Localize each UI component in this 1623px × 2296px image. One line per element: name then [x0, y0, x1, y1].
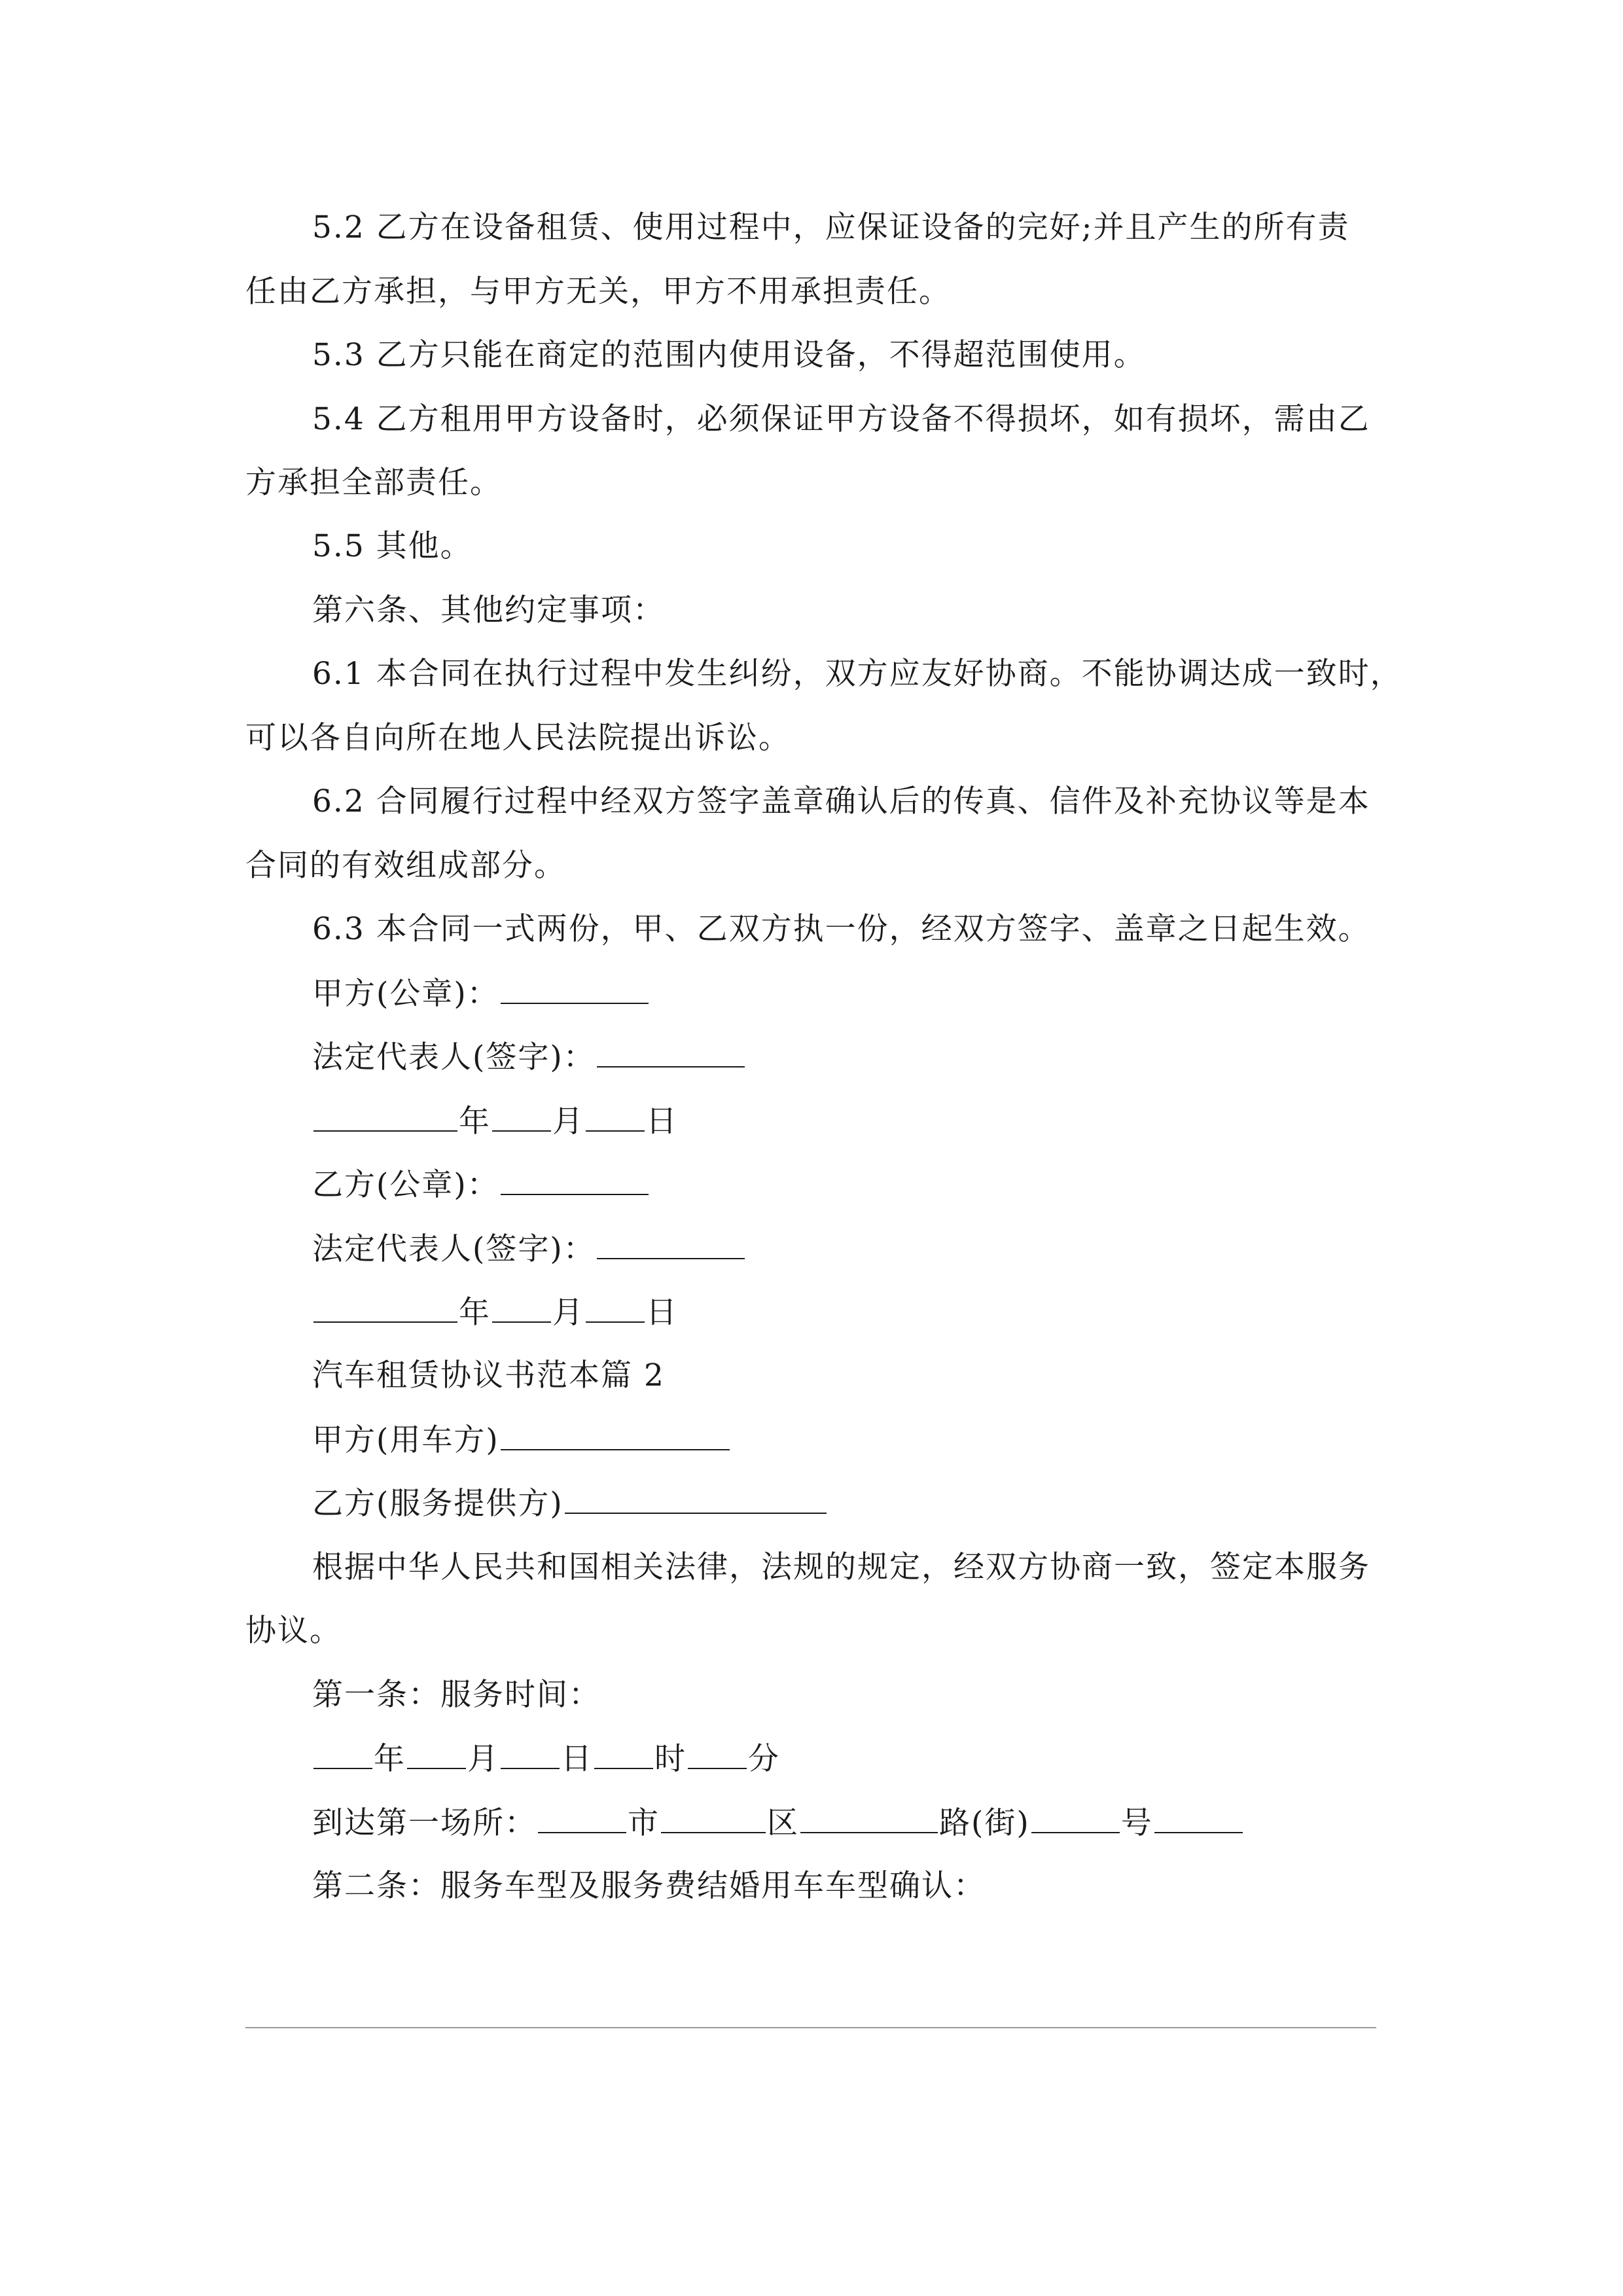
number-trailing-blank: [1154, 1803, 1243, 1833]
party-b-rep-blank: [597, 1229, 745, 1259]
party-a-month-label: 月: [552, 1103, 584, 1139]
road-blank: [800, 1803, 938, 1833]
district-blank: [661, 1803, 766, 1833]
clause-6-2-line-1: 6.2 合同履行过程中经双方签字盖章确认后的传真、信件及补充协议等是本: [312, 783, 1370, 819]
section-2-party-a-label: 甲方(用车方): [312, 1422, 499, 1458]
service-month-blank: [407, 1739, 466, 1769]
clause-5-2-line-2: 任由乙方承担，与甲方无关，甲方不用承担责任。: [245, 274, 951, 310]
party-a-year-blank: [313, 1102, 457, 1132]
service-minute-label: 分: [748, 1741, 780, 1777]
party-a-rep-label: 法定代表人(签字)：: [312, 1039, 596, 1075]
clause-6-3: 6.3 本合同一式两份，甲、乙双方执一份，经双方签字、盖章之日起生效。: [312, 911, 1370, 947]
party-b-rep-label: 法定代表人(签字)：: [312, 1231, 596, 1267]
party-a-rep-row: [312, 1037, 746, 1077]
service-day-blank: [501, 1739, 560, 1769]
clause-5-3: 5.3 乙方只能在商定的范围内使用设备，不得超范围使用。: [312, 337, 1146, 373]
party-b-day-blank: [586, 1293, 645, 1323]
article-2-heading: 第二条：服务车型及服务费结婚用车车型确认：: [312, 1868, 986, 1904]
clause-6-1-line-1: 6.1 本合同在执行过程中发生纠纷，双方应友好协商。不能协调达成一致时，: [312, 656, 1402, 692]
service-day-label: 日: [561, 1741, 593, 1777]
party-b-year-label: 年: [459, 1295, 491, 1331]
section-2-intro-line-1: 根据中华人民共和国相关法律，法规的规定，经双方协商一致，签定本服务: [312, 1549, 1370, 1585]
party-b-rep-row: [312, 1229, 746, 1269]
service-time-row: [312, 1739, 780, 1779]
service-minute-blank: [688, 1739, 747, 1769]
article-6-heading: 第六条、其他约定事项：: [312, 592, 665, 628]
clause-5-2-line-1: 5.2 乙方在设备租赁、使用过程中，应保证设备的完好;并且产生的所有责: [312, 209, 1350, 245]
party-b-month-label: 月: [552, 1295, 584, 1331]
section-2-title: 汽车租赁协议书范本篇 2: [312, 1357, 665, 1393]
service-month-label: 月: [467, 1741, 499, 1777]
party-b-date-row: [312, 1293, 678, 1333]
clause-6-1-line-2: 可以各自向所在地人民法院提出诉讼。: [245, 720, 791, 756]
article-1-heading: 第一条：服务时间：: [312, 1677, 601, 1713]
section-2-party-b-row: [312, 1484, 828, 1524]
party-a-year-label: 年: [459, 1103, 491, 1139]
section-2-party-a-row: [312, 1420, 731, 1460]
party-b-year-blank: [313, 1293, 457, 1323]
party-a-seal-label: 甲方(公章)：: [312, 976, 499, 1012]
party-b-seal-label: 乙方(公章)：: [312, 1167, 499, 1203]
clause-5-4-line-1: 5.4 乙方租用甲方设备时，必须保证甲方设备不得损坏，如有损坏，需由乙: [312, 401, 1370, 437]
arrival-location-label: 到达第一场所：: [312, 1805, 537, 1841]
party-a-day-label: 日: [646, 1103, 678, 1139]
service-year-label: 年: [374, 1741, 406, 1777]
road-label: 路(街): [939, 1805, 1030, 1841]
service-hour-blank: [594, 1739, 653, 1769]
section-2-party-b-blank: [565, 1484, 827, 1514]
section-2-party-b-label: 乙方(服务提供方): [312, 1486, 563, 1522]
party-a-rep-blank: [597, 1037, 745, 1067]
footer-divider: [245, 2027, 1376, 2028]
arrival-location-row: [312, 1803, 1244, 1843]
party-a-date-row: [312, 1102, 678, 1141]
party-a-seal-row: [312, 974, 650, 1014]
number-label: 号: [1120, 1805, 1153, 1841]
section-2-party-a-blank: [501, 1420, 730, 1450]
party-a-day-blank: [586, 1102, 645, 1132]
clause-5-5: 5.5 其他。: [312, 528, 473, 564]
service-year-blank: [313, 1739, 372, 1769]
party-b-seal-row: [312, 1165, 650, 1205]
city-blank: [538, 1803, 626, 1833]
party-a-seal-blank: [501, 974, 649, 1004]
party-a-month-blank: [492, 1102, 551, 1132]
section-2-intro-line-2: 协议。: [245, 1613, 342, 1649]
party-b-seal-blank: [501, 1165, 649, 1195]
district-label: 区: [767, 1805, 799, 1841]
party-b-day-label: 日: [646, 1295, 678, 1331]
party-b-month-blank: [492, 1293, 551, 1323]
clause-5-4-line-2: 方承担全部责任。: [245, 465, 502, 501]
city-label: 市: [628, 1805, 660, 1841]
service-hour-label: 时: [654, 1741, 687, 1777]
number-blank: [1031, 1803, 1120, 1833]
clause-6-2-line-2: 合同的有效组成部分。: [245, 848, 566, 884]
